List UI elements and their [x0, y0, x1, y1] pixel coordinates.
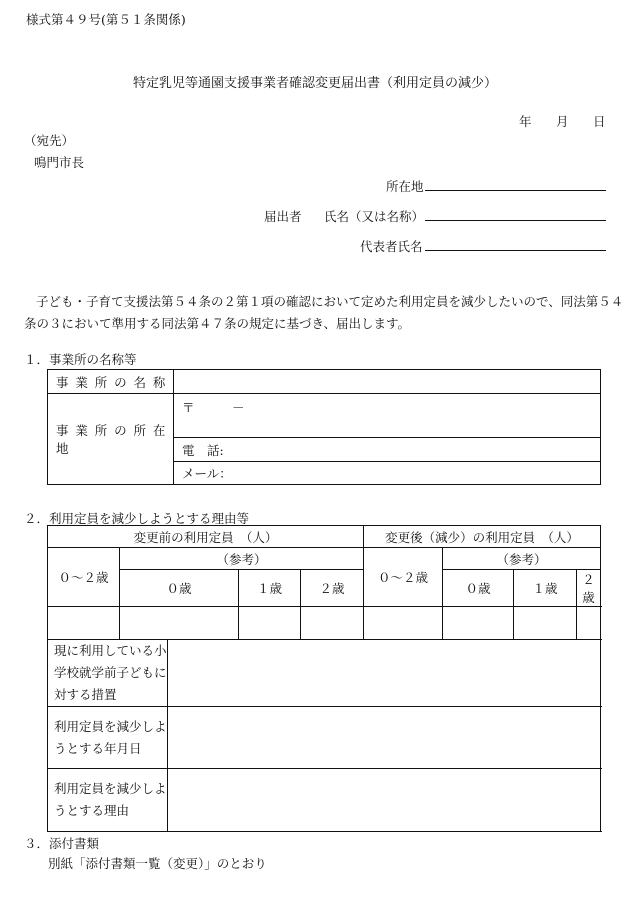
before-age-0: ０歳: [120, 570, 239, 607]
before-age-0-2: ０～２歳: [48, 548, 120, 607]
measures-label: 現に利用している小学校就学前子どもに対する措置: [48, 640, 168, 707]
name-label: 氏名（又は名称）: [324, 209, 425, 224]
after-age-0-2: ０～２歳: [364, 548, 443, 607]
reduction-reason-label: 利用定員を減少しようとする理由: [48, 769, 168, 832]
before-1-input[interactable]: [239, 607, 301, 640]
facility-name-field[interactable]: [174, 370, 601, 394]
before-capacity-header: 変更前の利用定員 （人）: [48, 526, 364, 548]
after-age-0: ０歳: [443, 570, 514, 607]
day-label: 日: [593, 114, 606, 129]
email-field[interactable]: メール：: [174, 462, 601, 485]
before-0-input[interactable]: [120, 607, 239, 640]
after-age-2: ２歳: [577, 570, 601, 607]
after-reference-header: （参考）: [443, 548, 601, 570]
capacity-table: [47, 525, 601, 832]
facility-location-label: 事業所の所在地: [48, 394, 174, 485]
reduction-date-label: 利用定員を減少しようとする年月日: [48, 707, 168, 769]
after-age-1: １歳: [514, 570, 577, 607]
notifier-role: 届出者: [264, 209, 302, 224]
before-2-input[interactable]: [301, 607, 364, 640]
facility-table: [47, 369, 601, 485]
after-1-input[interactable]: [514, 607, 577, 640]
facility-name-label: 事業所の名称: [48, 370, 174, 394]
address-label: 所在地: [386, 179, 424, 194]
section2-heading: ２．利用定員を減少しようとする理由等: [24, 511, 250, 526]
after-2-input[interactable]: [577, 607, 601, 640]
after-0-input[interactable]: [443, 607, 514, 640]
representative-field[interactable]: [425, 236, 606, 251]
after-0-2-input[interactable]: [364, 607, 443, 640]
before-reference-header: （参考）: [120, 548, 364, 570]
phone-field[interactable]: 電 話:: [174, 438, 601, 462]
postal-field[interactable]: 〒 －: [174, 394, 601, 438]
address-field[interactable]: [425, 176, 606, 191]
section3-heading: ３．添付書類: [24, 836, 100, 851]
addressee-label: （宛先）: [24, 133, 75, 148]
before-age-1: １歳: [239, 570, 301, 607]
attachments-text: 別紙「添付書類一覧（変更）」のとおり: [48, 856, 267, 871]
measures-field[interactable]: [168, 640, 601, 707]
reduction-date-field[interactable]: [168, 707, 601, 769]
body-text-line1: 子ども・子育て支援法第５４条の２第１項の確認において定めた利用定員を減少したいので、同法第５４: [36, 294, 624, 309]
after-capacity-header: 変更後（減少）の利用定員 （人）: [364, 526, 601, 548]
page-title: 特定乳児等通園支援事業者確認変更届出書（利用定員の減少）: [132, 76, 497, 91]
body-text-line2: 条の３において準用する同法第４７条の規定に基づき、届出します。: [24, 316, 411, 331]
representative-label: 代表者氏名: [360, 239, 423, 254]
year-label: 年: [519, 114, 532, 129]
before-age-2: ２歳: [301, 570, 364, 607]
reduction-reason-field[interactable]: [168, 769, 601, 832]
form-number: 様式第４９号(第５１条関係): [26, 12, 186, 27]
before-0-2-input[interactable]: [48, 607, 120, 640]
addressee-name: 鳴門市長: [34, 155, 85, 170]
month-label: 月: [556, 114, 569, 129]
name-field[interactable]: [425, 206, 606, 221]
section1-heading: １．事業所の名称等: [24, 352, 137, 367]
